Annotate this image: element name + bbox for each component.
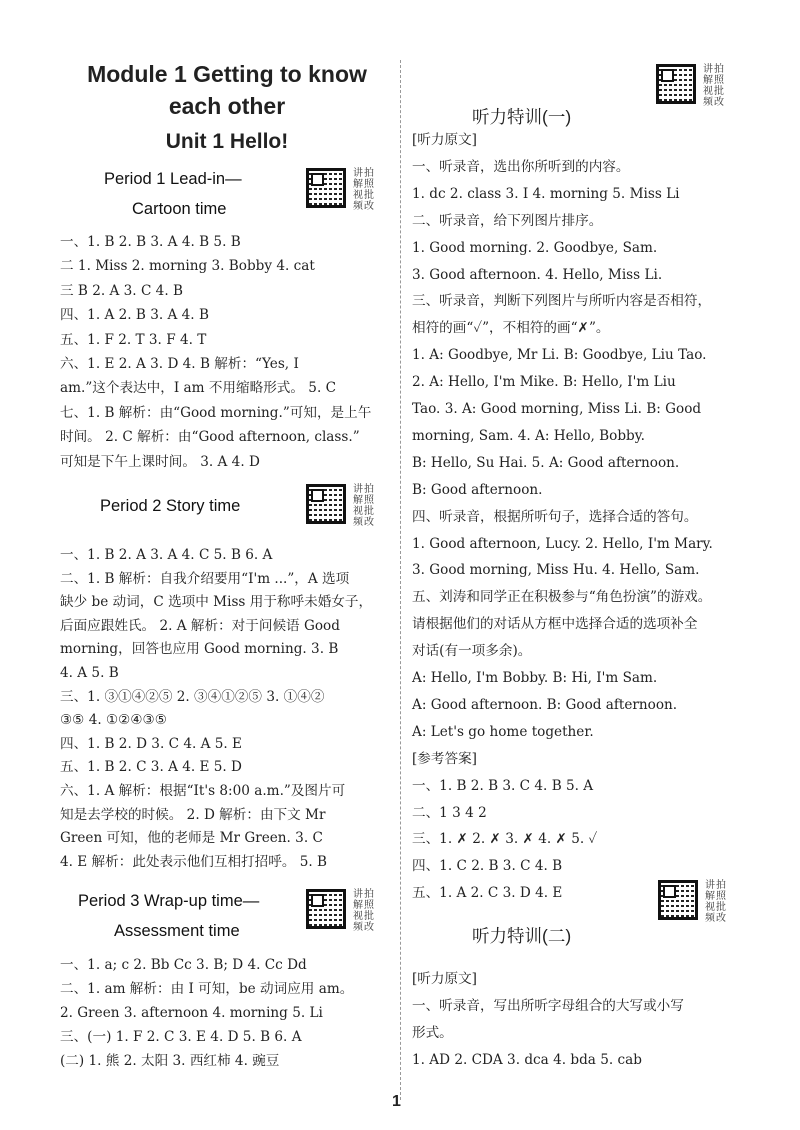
text-line: 2. Green 3. afternoon 4. morning 5. Li xyxy=(60,1005,323,1021)
qr-label: 讲拍解照视批频改 xyxy=(703,64,725,108)
unit-title: Unit 1 Hello! xyxy=(165,130,289,153)
text-line: 1. Good afternoon, Lucy. 2. Hello, I'm Mary. xyxy=(412,535,713,552)
text-line: 六、1. E 2. A 3. D 4. B 解析：“Yes, I xyxy=(60,356,299,372)
module-title-line-1: Module 1 Getting to know xyxy=(87,61,367,87)
text-line: 五、1. A 2. C 3. D 4. E xyxy=(412,885,563,902)
listening-section-1-title: 听力特训(一) xyxy=(472,107,572,127)
text-line: 形式。 xyxy=(412,1025,453,1041)
text-line: 1. A: Goodbye, Mr Li. B: Goodbye, Liu Tao. xyxy=(412,347,707,364)
text-line: 五、1. B 2. C 3. A 4. E 5. D xyxy=(60,759,242,776)
text-line: 二、听录音，给下列图片排序。 xyxy=(412,212,603,229)
text-line: 三 B 2. A 3. C 4. B xyxy=(60,282,183,299)
text-line: 二 1. Miss 2. morning 3. Bobby 4. cat xyxy=(60,258,315,275)
listening-section-2-title: 听力特训(二) xyxy=(472,926,572,946)
text-line: 七、1. B 解析：由“Good morning.”可知，是上午 xyxy=(60,404,372,421)
text-line: A: Hello, I'm Bobby. B: Hi, I'm Sam. xyxy=(412,670,658,686)
text-line: [听力原文] xyxy=(412,132,477,148)
period3-title-2: Assessment time xyxy=(114,922,240,940)
text-line: 3. Good morning, Miss Hu. 4. Hello, Sam. xyxy=(412,562,700,579)
text-line: 一、听录音，选出你所听到的内容。 xyxy=(412,158,630,175)
text-line: 1. dc 2. class 3. I 4. morning 5. Miss Li xyxy=(412,185,680,202)
text-line: 4. A 5. B xyxy=(60,665,119,681)
text-line: 五、1. F 2. T 3. F 4. T xyxy=(60,331,207,348)
text-line: 1. Good morning. 2. Goodbye, Sam. xyxy=(412,239,658,256)
text-line: 四、1. A 2. B 3. A 4. B xyxy=(60,307,209,324)
text-line: 三、1. ③①④②⑤ 2. ③④①②⑤ 3. ①④② xyxy=(60,688,325,705)
text-line: 五、刘涛和同学正在积极参与“角色扮演”的游戏。 xyxy=(412,589,712,606)
text-line: 三、1. ✗ 2. ✗ 3. ✗ 4. ✗ 5. ✓ xyxy=(412,831,598,848)
text-line: 六、1. A 解析：根据“It's 8:00 a.m.”及图片可 xyxy=(60,783,346,799)
text-line: 三、听录音，判断下列图片与所听内容是否相符， xyxy=(412,293,712,310)
text-line: B: Hello, Su Hai. 5. A: Good afternoon. xyxy=(412,454,680,471)
period2-title: Period 2 Story time xyxy=(100,497,241,515)
period1-title-2: Cartoon time xyxy=(132,200,227,218)
text-line: 对话(有一项多余)。 xyxy=(412,643,532,660)
text-line: B: Good afternoon. xyxy=(412,481,543,498)
text-line: 一、1. a; c 2. Bb Cc 3. B; D 4. Cc Dd xyxy=(60,957,307,973)
text-line: Tao. 3. A: Good morning, Miss Li. B: Good xyxy=(412,401,702,417)
text-line: 后面应跟姓氏。 2. A 解析：对于问候语 Good xyxy=(60,617,340,634)
text-line: 一、1. B 2. A 3. A 4. C 5. B 6. A xyxy=(60,547,273,563)
text-line: 二、1. B 解析：自我介绍要用“I'm ...”，A 选项 xyxy=(60,570,350,587)
text-line: (二) 1. 熊 2. 太阳 3. 西红柿 4. 豌豆 xyxy=(60,1053,280,1069)
text-line: 一、1. B 2. B 3. C 4. B 5. A xyxy=(412,777,594,794)
text-line: 时间。 2. C 解析：由“Good afternoon, class.” xyxy=(60,429,360,446)
text-line: morning，回答也应用 Good morning. 3. B xyxy=(60,641,339,658)
qr-code-icon[interactable] xyxy=(306,889,346,929)
qr-code-icon[interactable] xyxy=(306,484,346,524)
text-line: 一、1. B 2. B 3. A 4. B 5. B xyxy=(60,234,241,250)
qr-label: 讲拍解照视批频改 xyxy=(353,484,375,528)
text-line: [听力原文] xyxy=(412,971,477,987)
text-line: 二、1 3 4 2 xyxy=(412,804,487,821)
period3-title-1: Period 3 Wrap-up time— xyxy=(78,892,260,910)
text-line: 知是去学校的时候。 2. D 解析：由下文 Mr xyxy=(60,806,326,823)
qr-label: 讲拍解照视批频改 xyxy=(705,880,727,924)
text-line: 四、听录音，根据所听句子，选择合适的答句。 xyxy=(412,508,698,525)
period1-title-1: Period 1 Lead-in— xyxy=(104,170,242,188)
text-line: 一、听录音，写出所听字母组合的大写或小写 xyxy=(412,998,684,1014)
text-line: 四、1. B 2. D 3. C 4. A 5. E xyxy=(60,735,242,752)
text-line: 相符的画“✓”，不相符的画“✗”。 xyxy=(412,320,610,337)
text-line: 1. AD 2. CDA 3. dca 4. bda 5. cab xyxy=(412,1052,642,1068)
text-line: 四、1. C 2. B 3. C 4. B xyxy=(412,858,563,875)
text-line: morning, Sam. 4. A: Hello, Bobby. xyxy=(412,427,645,444)
text-line: 4. E 解析：此处表示他们互相打招呼。 5. B xyxy=(60,853,328,870)
qr-code-icon[interactable] xyxy=(656,64,696,104)
text-line: 请根据他们的对话从方框中选择合适的选项补全 xyxy=(412,616,698,633)
qr-label: 讲拍解照视批频改 xyxy=(353,889,375,933)
text-line: [参考答案] xyxy=(412,750,477,767)
text-line: A: Good afternoon. B: Good afternoon. xyxy=(412,696,678,713)
text-line: 三、(一) 1. F 2. C 3. E 4. D 5. B 6. A xyxy=(60,1029,302,1045)
page-number: 1 xyxy=(392,1093,401,1110)
text-line: Green 可知，他的老师是 Mr Green. 3. C xyxy=(60,830,323,847)
text-line: am.”这个表达中，I am 不用缩略形式。 5. C xyxy=(60,380,337,397)
column-divider xyxy=(400,60,401,1100)
text-line: ③⑤ 4. ①②④③⑤ xyxy=(60,712,167,729)
qr-label: 讲拍解照视批频改 xyxy=(353,168,375,212)
qr-code-icon[interactable] xyxy=(658,880,698,920)
text-line: 3. Good afternoon. 4. Hello, Miss Li. xyxy=(412,266,663,283)
text-line: 二、1. am 解析：由 I 可知，be 动词应用 am。 xyxy=(60,981,354,997)
module-title-line-2: each other xyxy=(168,93,286,119)
text-line: A: Let's go home together. xyxy=(412,723,594,740)
text-line: 可知是下午上课时间。 3. A 4. D xyxy=(60,453,260,470)
text-line: 缺少 be 动词，C 选项中 Miss 用于称呼未婚女子， xyxy=(60,594,373,611)
text-line: 2. A: Hello, I'm Mike. B: Hello, I'm Liu xyxy=(412,374,676,391)
qr-code-icon[interactable] xyxy=(306,168,346,208)
